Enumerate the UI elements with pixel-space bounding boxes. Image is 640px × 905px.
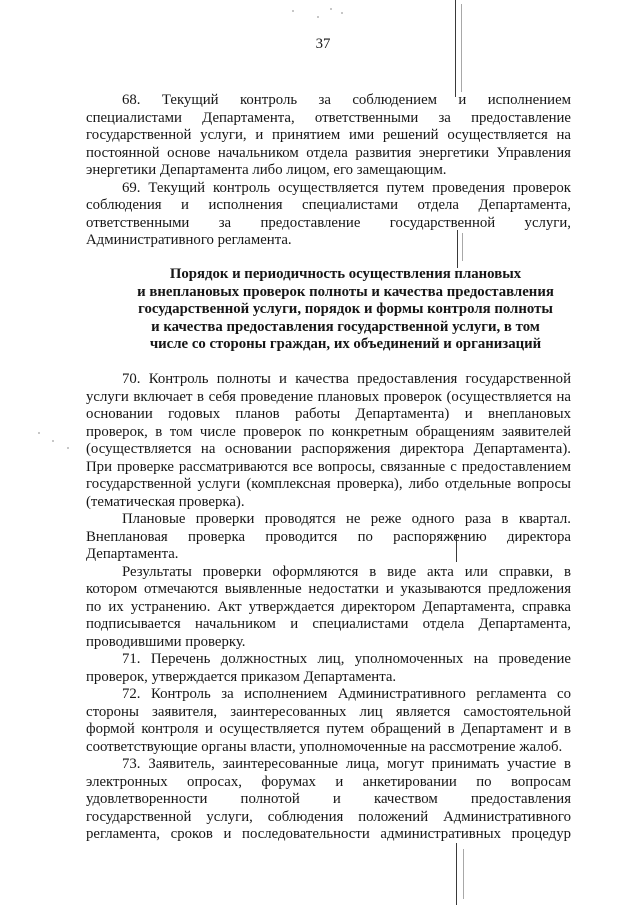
text-line: соблюдения и исполнения специалистами отдела Департамента, — [86, 197, 571, 213]
heading-line: и качества предоставления государственной услуги, в том — [151, 318, 540, 335]
text-line: 69. Текущий контроль осуществляется путем проведения проверок — [122, 179, 571, 196]
text-line: 73. Заявитель, заинтересованные лица, могут принимать участие в — [122, 756, 571, 773]
scan-speck — [341, 12, 343, 14]
text-line: удовлетворенности полнотой и качеством предоставления — [86, 791, 571, 808]
text-line: Результаты проверки оформляются в виде акта или справки, в — [122, 563, 571, 580]
text-line: 70. Контроль полноты и качества предоставления государственной — [122, 371, 571, 388]
scan-margin-line — [463, 849, 464, 899]
text-line: котором отмечаются выявленные недостатки и указываются предложения — [86, 581, 571, 598]
section-heading — [86, 266, 571, 354]
scan-speck — [292, 10, 294, 12]
heading-line: Порядок и периодичность осуществления плановых — [169, 266, 522, 283]
heading-line: государственной услуги, порядок и формы контроля полноты — [138, 301, 553, 318]
text-line: проверок, в том числе проверок по конкретным обращениям заявителей — [86, 423, 571, 440]
text-line: по их устранению. Акт утверждается директором Департамента, справка — [86, 598, 571, 615]
text-line: (осуществляется на основании распоряжения директора Департамента). — [86, 441, 571, 458]
text-line: 71. Перечень должностных лиц, уполномоченных на проведение — [122, 651, 571, 668]
scan-speck — [317, 16, 319, 18]
text-line: формой контроля и осуществляется путем обращений в Департамент и в — [86, 721, 571, 738]
text-line: (тематическая проверка). — [86, 493, 245, 510]
text-line: проверок, утверждается приказом Департамента. — [86, 668, 397, 685]
scan-speck — [330, 8, 332, 10]
text-line: подписывается начальником и специалистами отдела Департамента, — [86, 616, 571, 633]
scan-margin-line — [455, 0, 456, 97]
text-line: основании годовых планов работы Департамента) и внеплановых — [86, 406, 571, 423]
text-line: стороны заявителя, заинтересованных лиц является самостоятельной — [86, 703, 571, 720]
text-line: Внеплановая проверка проводится по распоряжению директора — [86, 528, 571, 545]
clause-70 — [86, 371, 571, 511]
scan-speck — [67, 447, 69, 449]
text-line: регламента, сроков и последовательности административных процедур — [86, 826, 571, 843]
paragraph-planned-inspections — [86, 511, 571, 564]
text-line: электронных опросах, форумах и анкетировании по вопросам — [86, 773, 571, 790]
clause-71 — [86, 651, 571, 686]
scan-margin-line — [461, 4, 462, 92]
text-line: Плановые проверки проводятся не реже одного раза в квартал. — [122, 511, 571, 528]
text-line: государственной услуги, и принятием ими решений осуществляется на — [86, 127, 571, 143]
scan-speck — [38, 432, 40, 434]
text-line: услуги включает в себя проведение плановых проверок (осуществляется на — [86, 388, 571, 405]
text-line: специалистами Департамента, ответственными за предоставление — [86, 109, 571, 126]
text-line: ответственными за предоставление государственной услуги, — [86, 214, 571, 231]
scan-speck — [52, 440, 54, 442]
text-line: соответствующие органы власти, уполномоченные на рассмотрение жалоб. — [86, 738, 563, 755]
text-line: постоянной основе начальником отдела развития энергетики Управления — [86, 144, 571, 161]
scan-margin-line — [456, 843, 457, 905]
clause-72 — [86, 686, 571, 756]
clause-73 — [86, 756, 571, 844]
text-line: проводившими проверку. — [86, 633, 246, 650]
text-line: Департамента. — [86, 546, 179, 563]
text-line: 72. Контроль за исполнением Административного регламента со — [122, 686, 571, 703]
text-line: При проверке рассматриваются все вопросы, связанные с предоставлением — [86, 458, 571, 475]
clause-69 — [86, 180, 571, 250]
heading-line: числе со стороны граждан, их объединений и организаций — [149, 336, 542, 353]
text-line: Административного регламента. — [86, 232, 292, 248]
document-body — [86, 92, 571, 844]
text-line: государственной услуги, соблюдения положений Административного — [86, 808, 571, 825]
text-line: 68. Текущий контроль за соблюдением и исполнением — [122, 92, 571, 108]
heading-line: и внеплановых проверок полноты и качества предоставления — [137, 283, 554, 300]
text-line: энергетики Департамента либо лицом, его замещающим. — [86, 162, 447, 178]
page-number: 37 — [315, 36, 331, 52]
paragraph-inspection-results — [86, 564, 571, 652]
text-line: государственной услуги (комплексная проверка), либо отдельные вопросы — [86, 476, 571, 493]
clause-68 — [86, 92, 571, 180]
